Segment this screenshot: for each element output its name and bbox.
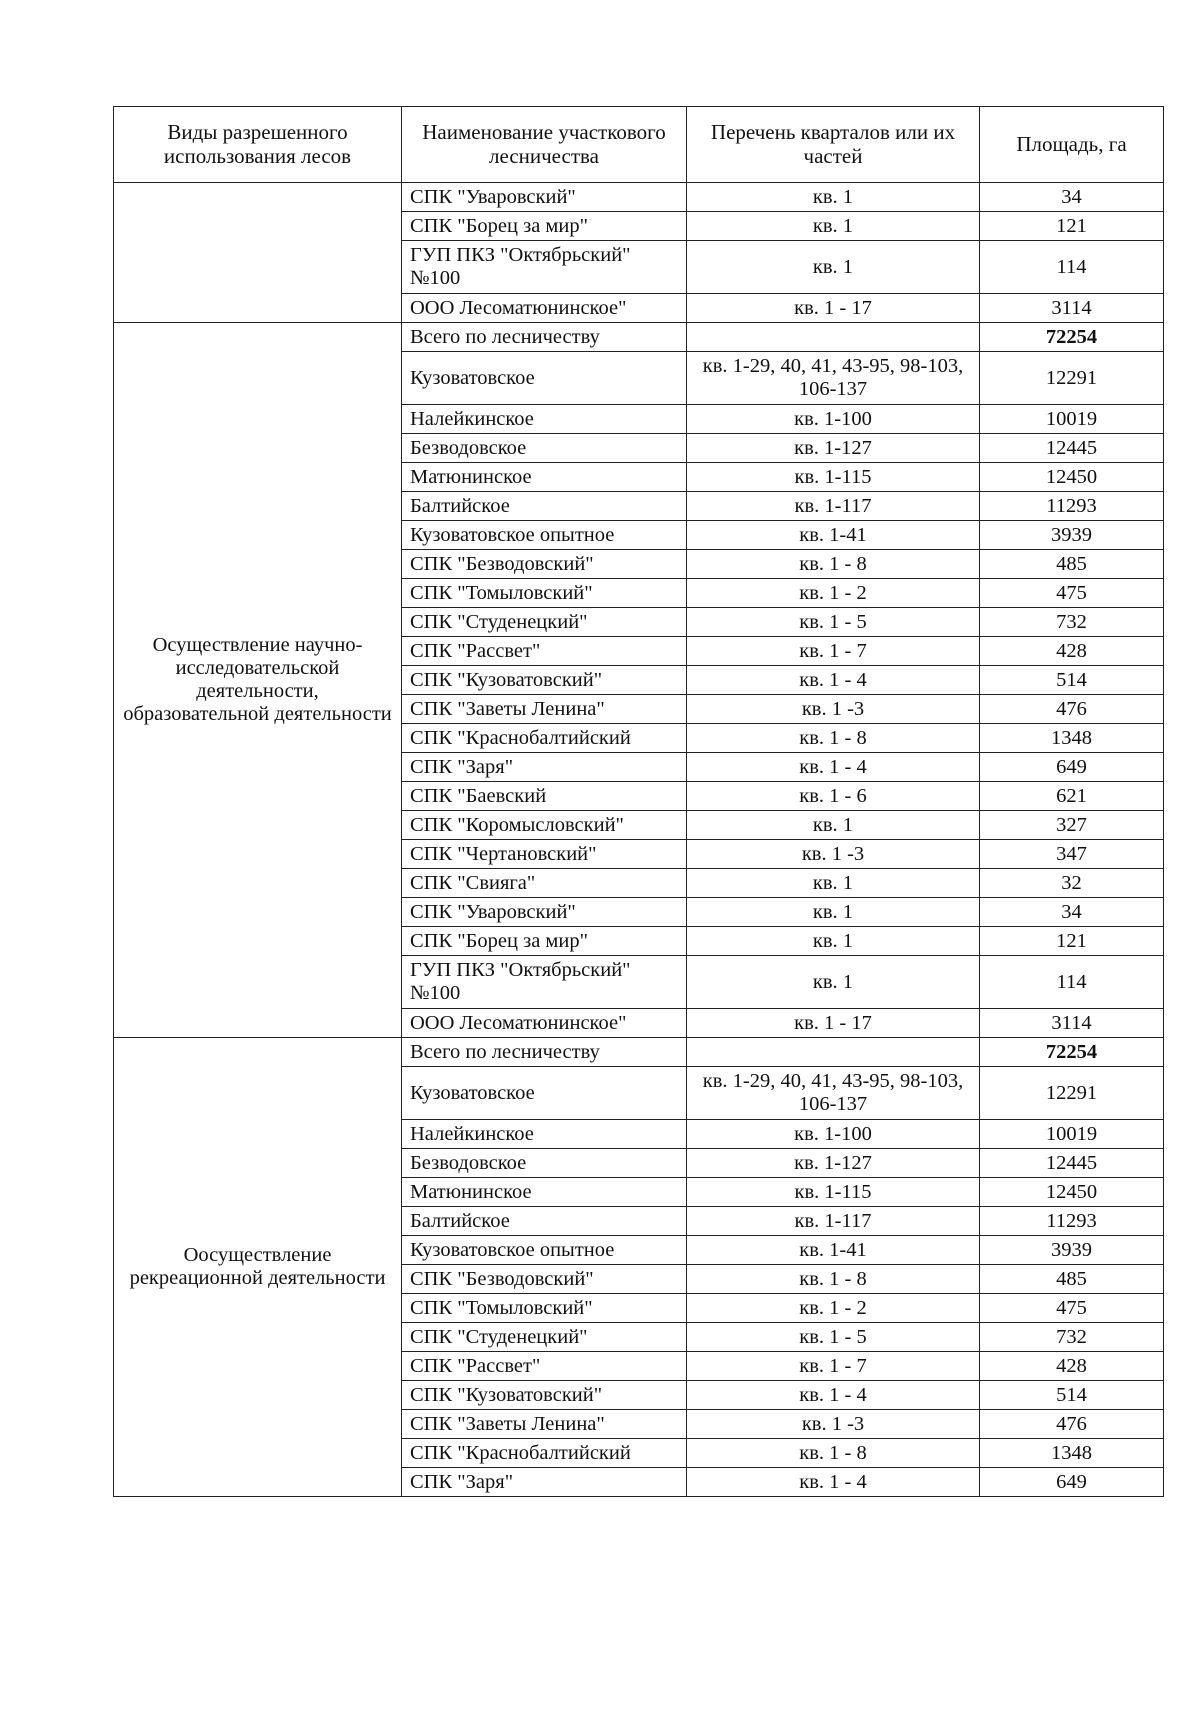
forestry-name-cell: СПК "Чертановский" (402, 840, 687, 869)
quarters-cell: кв. 1 - 4 (687, 1468, 980, 1497)
area-cell: 11293 (980, 492, 1164, 521)
area-cell: 347 (980, 840, 1164, 869)
area-cell: 10019 (980, 1120, 1164, 1149)
area-cell: 121 (980, 212, 1164, 241)
header-kind: Виды разрешенного использования лесов (114, 107, 402, 183)
quarters-cell: кв. 1 -3 (687, 1410, 980, 1439)
forestry-name-cell: ООО Лесоматюнинское" (402, 1009, 687, 1038)
quarters-cell (687, 323, 980, 352)
table-header (114, 107, 1164, 183)
header-row (114, 107, 1164, 183)
forestry-name-cell: Матюнинское (402, 463, 687, 492)
forestry-name-cell: СПК "Томыловский" (402, 579, 687, 608)
forestry-name-cell: СПК "Безводовский" (402, 550, 687, 579)
forestry-name-cell: ГУП ПКЗ "Октябрьский" №100 (402, 241, 687, 294)
quarters-cell: кв. 1-115 (687, 1178, 980, 1207)
area-cell: 476 (980, 695, 1164, 724)
forestry-name-cell: СПК "Заветы Ленина" (402, 695, 687, 724)
quarters-cell (687, 1038, 980, 1067)
quarters-cell: кв. 1 (687, 212, 980, 241)
quarters-cell: кв. 1 - 6 (687, 782, 980, 811)
quarters-cell: кв. 1 - 8 (687, 1439, 980, 1468)
forest-use-table (113, 106, 1164, 1497)
quarters-cell: кв. 1 - 7 (687, 637, 980, 666)
area-cell: 12445 (980, 1149, 1164, 1178)
forestry-name-cell: Кузоватовское (402, 352, 687, 405)
forestry-name-cell: Балтийское (402, 1207, 687, 1236)
area-cell: 1348 (980, 1439, 1164, 1468)
area-cell: 1348 (980, 724, 1164, 753)
area-cell: 649 (980, 1468, 1164, 1497)
forestry-name-cell: СПК "Студенецкий" (402, 1323, 687, 1352)
area-cell: 72254 (980, 323, 1164, 352)
area-cell: 12291 (980, 352, 1164, 405)
area-cell: 12291 (980, 1067, 1164, 1120)
area-cell: 114 (980, 241, 1164, 294)
quarters-cell: кв. 1 - 2 (687, 1294, 980, 1323)
quarters-cell: кв. 1-100 (687, 1120, 980, 1149)
forestry-name-cell: Кузоватовское опытное (402, 521, 687, 550)
forestry-name-cell: СПК "Рассвет" (402, 637, 687, 666)
quarters-cell: кв. 1 (687, 956, 980, 1009)
area-cell: 514 (980, 666, 1164, 695)
quarters-cell: кв. 1 - 8 (687, 1265, 980, 1294)
forestry-name-cell: СПК "Борец за мир" (402, 212, 687, 241)
area-cell: 649 (980, 753, 1164, 782)
forestry-name-cell: Налейкинское (402, 405, 687, 434)
area-cell: 114 (980, 956, 1164, 1009)
quarters-cell: кв. 1 (687, 869, 980, 898)
forestry-name-cell: СПК "Кузоватовский" (402, 1381, 687, 1410)
quarters-cell: кв. 1-117 (687, 1207, 980, 1236)
quarters-cell: кв. 1 - 4 (687, 1381, 980, 1410)
quarters-cell: кв. 1 - 2 (687, 579, 980, 608)
forestry-name-cell: СПК "Коромысловский" (402, 811, 687, 840)
use-kind-cell: Осуществление научно-исследовательской деятельности, образовательной деятельности (114, 323, 402, 1038)
quarters-cell: кв. 1-127 (687, 1149, 980, 1178)
area-cell: 121 (980, 927, 1164, 956)
area-cell: 327 (980, 811, 1164, 840)
quarters-cell: кв. 1-29, 40, 41, 43-95, 98-103, 106-137 (687, 1067, 980, 1120)
forestry-name-cell: СПК "Баевский (402, 782, 687, 811)
forestry-name-cell: СПК "Краснобалтийский (402, 724, 687, 753)
quarters-cell: кв. 1 (687, 898, 980, 927)
quarters-cell: кв. 1-115 (687, 463, 980, 492)
area-cell: 3114 (980, 294, 1164, 323)
area-cell: 428 (980, 1352, 1164, 1381)
area-cell: 485 (980, 550, 1164, 579)
forestry-name-cell: Налейкинское (402, 1120, 687, 1149)
quarters-cell: кв. 1 -3 (687, 840, 980, 869)
area-cell: 475 (980, 1294, 1164, 1323)
quarters-cell: кв. 1-100 (687, 405, 980, 434)
forestry-name-cell: СПК "Кузоватовский" (402, 666, 687, 695)
forestry-name-cell: СПК "Свияга" (402, 869, 687, 898)
area-cell: 732 (980, 1323, 1164, 1352)
quarters-cell: кв. 1 - 4 (687, 753, 980, 782)
forestry-name-cell: ГУП ПКЗ "Октябрьский" №100 (402, 956, 687, 1009)
quarters-cell: кв. 1 - 5 (687, 608, 980, 637)
forestry-name-cell: Всего по лесничеству (402, 1038, 687, 1067)
quarters-cell: кв. 1 (687, 811, 980, 840)
forestry-name-cell: СПК "Заря" (402, 1468, 687, 1497)
area-cell: 12450 (980, 463, 1164, 492)
forestry-name-cell: ООО Лесоматюнинское" (402, 294, 687, 323)
forestry-name-cell: Всего по лесничеству (402, 323, 687, 352)
header-name: Наименование участкового лесничества (402, 107, 687, 183)
forestry-name-cell: Матюнинское (402, 1178, 687, 1207)
quarters-cell: кв. 1 - 7 (687, 1352, 980, 1381)
area-cell: 3114 (980, 1009, 1164, 1038)
table-row (114, 1038, 1164, 1067)
forestry-name-cell: Безводовское (402, 434, 687, 463)
quarters-cell: кв. 1-41 (687, 1236, 980, 1265)
area-cell: 621 (980, 782, 1164, 811)
forestry-name-cell: Балтийское (402, 492, 687, 521)
quarters-cell: кв. 1 - 8 (687, 550, 980, 579)
quarters-cell: кв. 1 - 17 (687, 294, 980, 323)
area-cell: 476 (980, 1410, 1164, 1439)
area-cell: 12450 (980, 1178, 1164, 1207)
forestry-name-cell: СПК "Томыловский" (402, 1294, 687, 1323)
quarters-cell: кв. 1 -3 (687, 695, 980, 724)
header-quarters: Перечень кварталов или их частей (687, 107, 980, 183)
quarters-cell: кв. 1 (687, 927, 980, 956)
quarters-cell: кв. 1 (687, 183, 980, 212)
forestry-name-cell: СПК "Студенецкий" (402, 608, 687, 637)
area-cell: 428 (980, 637, 1164, 666)
forestry-name-cell: Безводовское (402, 1149, 687, 1178)
area-cell: 34 (980, 183, 1164, 212)
area-cell: 72254 (980, 1038, 1164, 1067)
area-cell: 3939 (980, 1236, 1164, 1265)
quarters-cell: кв. 1 - 17 (687, 1009, 980, 1038)
quarters-cell: кв. 1-29, 40, 41, 43-95, 98-103, 106-137 (687, 352, 980, 405)
area-cell: 11293 (980, 1207, 1164, 1236)
quarters-cell: кв. 1-127 (687, 434, 980, 463)
quarters-cell: кв. 1 - 4 (687, 666, 980, 695)
area-cell: 475 (980, 579, 1164, 608)
area-cell: 32 (980, 869, 1164, 898)
area-cell: 732 (980, 608, 1164, 637)
area-cell: 514 (980, 1381, 1164, 1410)
table-row (114, 183, 1164, 212)
quarters-cell: кв. 1 (687, 241, 980, 294)
forestry-name-cell: СПК "Заря" (402, 753, 687, 782)
forestry-name-cell: СПК "Краснобалтийский (402, 1439, 687, 1468)
quarters-cell: кв. 1-41 (687, 521, 980, 550)
use-kind-cell (114, 183, 402, 323)
area-cell: 34 (980, 898, 1164, 927)
quarters-cell: кв. 1-117 (687, 492, 980, 521)
forestry-name-cell: СПК "Уваровский" (402, 898, 687, 927)
forestry-name-cell: Кузоватовское опытное (402, 1236, 687, 1265)
area-cell: 485 (980, 1265, 1164, 1294)
use-kind-cell: Оосуществление рекреационной деятельности (114, 1038, 402, 1497)
forestry-name-cell: СПК "Уваровский" (402, 183, 687, 212)
forestry-name-cell: СПК "Борец за мир" (402, 927, 687, 956)
quarters-cell: кв. 1 - 8 (687, 724, 980, 753)
quarters-cell: кв. 1 - 5 (687, 1323, 980, 1352)
table-body (114, 183, 1164, 1497)
header-area: Площадь, га (980, 107, 1164, 183)
area-cell: 12445 (980, 434, 1164, 463)
table-row (114, 323, 1164, 352)
forestry-name-cell: СПК "Заветы Ленина" (402, 1410, 687, 1439)
forestry-name-cell: Кузоватовское (402, 1067, 687, 1120)
area-cell: 10019 (980, 405, 1164, 434)
forestry-name-cell: СПК "Безводовский" (402, 1265, 687, 1294)
forestry-name-cell: СПК "Рассвет" (402, 1352, 687, 1381)
area-cell: 3939 (980, 521, 1164, 550)
